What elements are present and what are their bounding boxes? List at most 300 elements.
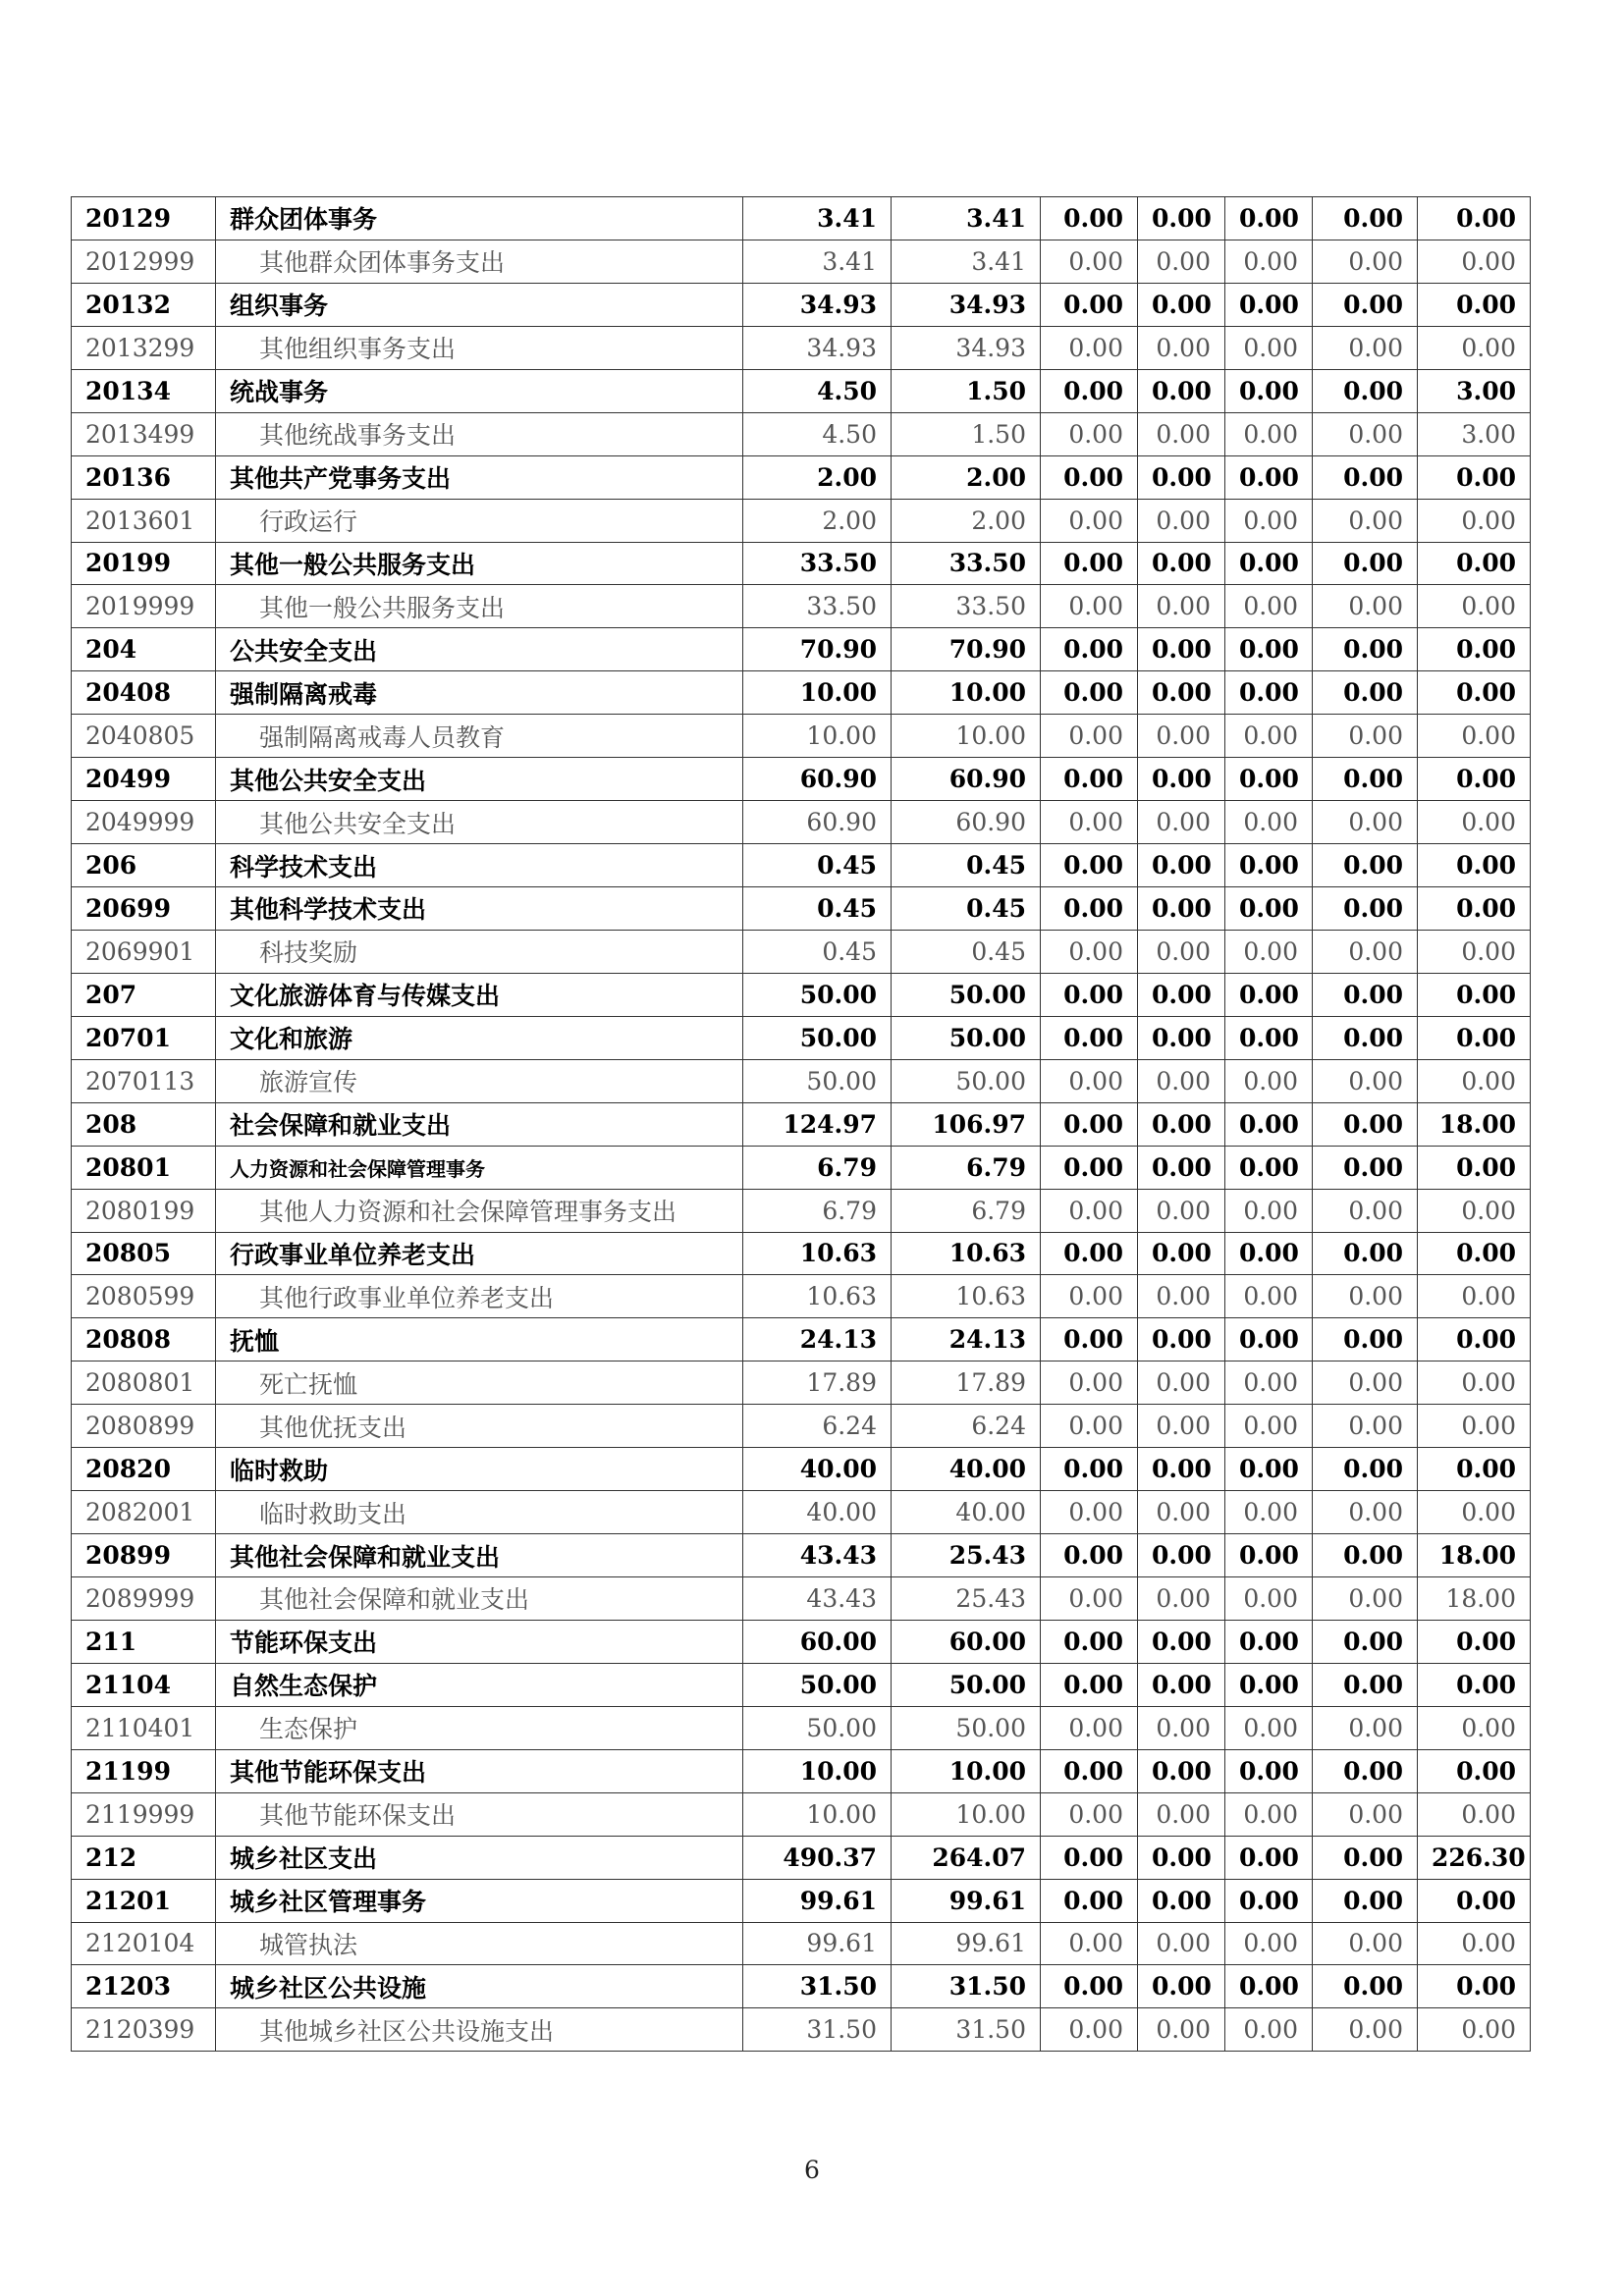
row-value-col-3: 0.00 [1041, 801, 1138, 844]
row-value-col-1: 33.50 [743, 585, 892, 628]
row-code: 21203 [72, 1965, 216, 2008]
row-value-col-4: 0.00 [1138, 1965, 1225, 2008]
row-value-col-6: 0.00 [1313, 1059, 1418, 1102]
row-value-col-7: 0.00 [1418, 1792, 1531, 1836]
row-value-col-4: 0.00 [1138, 499, 1225, 542]
row-value-col-4: 0.00 [1138, 240, 1225, 283]
row-value-col-1: 40.00 [743, 1448, 892, 1491]
row-value-col-6: 0.00 [1313, 671, 1418, 715]
row-value-col-5: 0.00 [1225, 1362, 1313, 1405]
row-value-col-2: 34.93 [892, 283, 1041, 326]
row-value-col-5: 0.00 [1225, 499, 1313, 542]
row-name: 其他城乡社区公共设施支出 [216, 2008, 743, 2052]
row-value-col-3: 0.00 [1041, 1620, 1138, 1663]
table-row [72, 1706, 1531, 1749]
row-value-col-3: 0.00 [1041, 1749, 1138, 1792]
row-value-col-1: 10.63 [743, 1275, 892, 1318]
row-value-col-3: 0.00 [1041, 412, 1138, 455]
row-code: 2080899 [72, 1405, 216, 1448]
row-value-col-5: 0.00 [1225, 1232, 1313, 1275]
row-value-col-6: 0.00 [1313, 1189, 1418, 1232]
row-value-col-4: 0.00 [1138, 1706, 1225, 1749]
row-code: 2119999 [72, 1792, 216, 1836]
row-value-col-7: 18.00 [1418, 1102, 1531, 1146]
row-value-col-6: 0.00 [1313, 1146, 1418, 1189]
row-value-col-2: 2.00 [892, 499, 1041, 542]
row-value-col-2: 3.41 [892, 240, 1041, 283]
table-row [72, 1362, 1531, 1405]
row-value-col-3: 0.00 [1041, 455, 1138, 499]
row-value-col-5: 0.00 [1225, 1577, 1313, 1621]
row-value-col-1: 43.43 [743, 1577, 892, 1621]
row-value-col-1: 34.93 [743, 326, 892, 369]
row-value-col-4: 0.00 [1138, 1016, 1225, 1059]
row-value-col-1: 2.00 [743, 455, 892, 499]
row-value-col-6: 0.00 [1313, 1362, 1418, 1405]
row-name: 文化和旅游 [216, 1016, 743, 1059]
row-name: 城乡社区管理事务 [216, 1879, 743, 1922]
row-value-col-3: 0.00 [1041, 930, 1138, 973]
table-row [72, 369, 1531, 412]
row-code: 211 [72, 1620, 216, 1663]
row-value-col-6: 0.00 [1313, 715, 1418, 758]
table-row [72, 1836, 1531, 1879]
row-code: 20129 [72, 197, 216, 240]
row-code: 20408 [72, 671, 216, 715]
row-value-col-6: 0.00 [1313, 1922, 1418, 1965]
row-code: 2013299 [72, 326, 216, 369]
row-value-col-4: 0.00 [1138, 887, 1225, 931]
table-row [72, 1491, 1531, 1534]
row-value-col-6: 0.00 [1313, 844, 1418, 887]
row-value-col-5: 0.00 [1225, 930, 1313, 973]
table-row [72, 585, 1531, 628]
row-value-col-2: 10.00 [892, 715, 1041, 758]
row-value-col-5: 0.00 [1225, 326, 1313, 369]
row-value-col-2: 99.61 [892, 1922, 1041, 1965]
row-value-col-1: 34.93 [743, 283, 892, 326]
row-value-col-6: 0.00 [1313, 1620, 1418, 1663]
row-value-col-4: 0.00 [1138, 1663, 1225, 1706]
row-value-col-5: 0.00 [1225, 1620, 1313, 1663]
row-value-col-7: 0.00 [1418, 240, 1531, 283]
row-name: 其他一般公共服务支出 [216, 542, 743, 585]
row-value-col-2: 40.00 [892, 1448, 1041, 1491]
table-row [72, 887, 1531, 931]
row-value-col-2: 70.90 [892, 628, 1041, 671]
row-value-col-1: 50.00 [743, 1663, 892, 1706]
row-name: 其他组织事务支出 [216, 326, 743, 369]
row-value-col-4: 0.00 [1138, 1189, 1225, 1232]
row-value-col-5: 0.00 [1225, 671, 1313, 715]
row-value-col-7: 0.00 [1418, 1663, 1531, 1706]
row-value-col-6: 0.00 [1313, 1577, 1418, 1621]
row-code: 21199 [72, 1749, 216, 1792]
row-value-col-2: 1.50 [892, 369, 1041, 412]
row-name: 其他统战事务支出 [216, 412, 743, 455]
row-value-col-4: 0.00 [1138, 628, 1225, 671]
row-name: 行政运行 [216, 499, 743, 542]
table-row [72, 758, 1531, 801]
row-value-col-3: 0.00 [1041, 758, 1138, 801]
row-value-col-6: 0.00 [1313, 801, 1418, 844]
row-code: 2069901 [72, 930, 216, 973]
row-value-col-1: 43.43 [743, 1534, 892, 1577]
table-row [72, 412, 1531, 455]
row-value-col-3: 0.00 [1041, 1102, 1138, 1146]
row-value-col-3: 0.00 [1041, 844, 1138, 887]
row-code: 204 [72, 628, 216, 671]
row-value-col-2: 99.61 [892, 1879, 1041, 1922]
row-value-col-6: 0.00 [1313, 1275, 1418, 1318]
row-value-col-7: 0.00 [1418, 801, 1531, 844]
row-code: 21201 [72, 1879, 216, 1922]
row-code: 20801 [72, 1146, 216, 1189]
row-value-col-4: 0.00 [1138, 326, 1225, 369]
row-value-col-6: 0.00 [1313, 1405, 1418, 1448]
row-value-col-7: 0.00 [1418, 1016, 1531, 1059]
table-row [72, 715, 1531, 758]
row-value-col-5: 0.00 [1225, 1965, 1313, 2008]
row-value-col-4: 0.00 [1138, 2008, 1225, 2052]
row-value-col-5: 0.00 [1225, 1749, 1313, 1792]
row-value-col-2: 264.07 [892, 1836, 1041, 1879]
row-name: 其他节能环保支出 [216, 1792, 743, 1836]
row-value-col-1: 60.00 [743, 1620, 892, 1663]
row-value-col-6: 0.00 [1313, 628, 1418, 671]
row-code: 2049999 [72, 801, 216, 844]
row-value-col-7: 0.00 [1418, 585, 1531, 628]
row-code: 2080199 [72, 1189, 216, 1232]
row-value-col-7: 0.00 [1418, 1059, 1531, 1102]
row-value-col-4: 0.00 [1138, 197, 1225, 240]
row-value-col-5: 0.00 [1225, 1922, 1313, 1965]
row-value-col-7: 0.00 [1418, 973, 1531, 1016]
row-value-col-6: 0.00 [1313, 240, 1418, 283]
row-value-col-7: 0.00 [1418, 197, 1531, 240]
table-row [72, 801, 1531, 844]
row-value-col-4: 0.00 [1138, 1318, 1225, 1362]
row-value-col-3: 0.00 [1041, 1318, 1138, 1362]
row-value-col-2: 50.00 [892, 1016, 1041, 1059]
table-row [72, 197, 1531, 240]
row-value-col-2: 2.00 [892, 455, 1041, 499]
row-name: 统战事务 [216, 369, 743, 412]
row-code: 20808 [72, 1318, 216, 1362]
row-value-col-1: 60.90 [743, 801, 892, 844]
row-code: 20699 [72, 887, 216, 931]
row-name: 其他社会保障和就业支出 [216, 1577, 743, 1621]
row-name: 城乡社区公共设施 [216, 1965, 743, 2008]
table-row [72, 1879, 1531, 1922]
row-value-col-6: 0.00 [1313, 499, 1418, 542]
row-value-col-2: 3.41 [892, 197, 1041, 240]
row-value-col-3: 0.00 [1041, 1965, 1138, 2008]
row-value-col-4: 0.00 [1138, 455, 1225, 499]
row-value-col-2: 6.24 [892, 1405, 1041, 1448]
row-code: 2013601 [72, 499, 216, 542]
row-value-col-7: 0.00 [1418, 499, 1531, 542]
row-value-col-6: 0.00 [1313, 1232, 1418, 1275]
row-value-col-2: 24.13 [892, 1318, 1041, 1362]
row-value-col-5: 0.00 [1225, 715, 1313, 758]
row-value-col-1: 31.50 [743, 1965, 892, 2008]
table-row [72, 2008, 1531, 2052]
row-value-col-2: 50.00 [892, 1663, 1041, 1706]
row-value-col-2: 34.93 [892, 326, 1041, 369]
row-name: 其他优抚支出 [216, 1405, 743, 1448]
row-value-col-3: 0.00 [1041, 1663, 1138, 1706]
table-row [72, 1620, 1531, 1663]
table-row [72, 1792, 1531, 1836]
row-value-col-5: 0.00 [1225, 758, 1313, 801]
row-code: 2080599 [72, 1275, 216, 1318]
row-value-col-2: 25.43 [892, 1534, 1041, 1577]
row-code: 2080801 [72, 1362, 216, 1405]
row-name: 行政事业单位养老支出 [216, 1232, 743, 1275]
row-code: 207 [72, 973, 216, 1016]
row-code: 2040805 [72, 715, 216, 758]
row-value-col-6: 0.00 [1313, 1534, 1418, 1577]
row-value-col-2: 6.79 [892, 1189, 1041, 1232]
row-value-col-1: 3.41 [743, 240, 892, 283]
row-name: 社会保障和就业支出 [216, 1102, 743, 1146]
row-value-col-3: 0.00 [1041, 1879, 1138, 1922]
row-value-col-1: 10.63 [743, 1232, 892, 1275]
row-value-col-5: 0.00 [1225, 1146, 1313, 1189]
row-name: 强制隔离戒毒人员教育 [216, 715, 743, 758]
row-value-col-4: 0.00 [1138, 1405, 1225, 1448]
row-value-col-6: 0.00 [1313, 369, 1418, 412]
row-value-col-5: 0.00 [1225, 542, 1313, 585]
row-value-col-1: 2.00 [743, 499, 892, 542]
row-name: 临时救助支出 [216, 1491, 743, 1534]
table-row [72, 973, 1531, 1016]
row-value-col-3: 0.00 [1041, 1534, 1138, 1577]
row-code: 2120399 [72, 2008, 216, 2052]
row-value-col-4: 0.00 [1138, 1922, 1225, 1965]
row-value-col-4: 0.00 [1138, 930, 1225, 973]
table-row [72, 499, 1531, 542]
table-row [72, 1275, 1531, 1318]
row-value-col-3: 0.00 [1041, 1146, 1138, 1189]
row-value-col-6: 0.00 [1313, 412, 1418, 455]
row-value-col-5: 0.00 [1225, 1275, 1313, 1318]
row-name: 临时救助 [216, 1448, 743, 1491]
row-name: 节能环保支出 [216, 1620, 743, 1663]
row-value-col-2: 33.50 [892, 585, 1041, 628]
table-row [72, 1965, 1531, 2008]
row-name: 其他科学技术支出 [216, 887, 743, 931]
row-value-col-5: 0.00 [1225, 1706, 1313, 1749]
row-value-col-6: 0.00 [1313, 326, 1418, 369]
row-code: 212 [72, 1836, 216, 1879]
table-row [72, 1189, 1531, 1232]
row-value-col-1: 10.00 [743, 715, 892, 758]
row-value-col-1: 33.50 [743, 542, 892, 585]
table-row [72, 671, 1531, 715]
row-value-col-4: 0.00 [1138, 1102, 1225, 1146]
row-value-col-2: 40.00 [892, 1491, 1041, 1534]
row-name: 其他节能环保支出 [216, 1749, 743, 1792]
row-value-col-7: 0.00 [1418, 715, 1531, 758]
row-value-col-2: 0.45 [892, 930, 1041, 973]
row-value-col-7: 0.00 [1418, 1965, 1531, 2008]
row-value-col-3: 0.00 [1041, 326, 1138, 369]
row-value-col-3: 0.00 [1041, 628, 1138, 671]
row-value-col-7: 0.00 [1418, 1275, 1531, 1318]
row-value-col-5: 0.00 [1225, 283, 1313, 326]
row-value-col-1: 17.89 [743, 1362, 892, 1405]
row-value-col-2: 106.97 [892, 1102, 1041, 1146]
row-value-col-4: 0.00 [1138, 369, 1225, 412]
row-value-col-4: 0.00 [1138, 1879, 1225, 1922]
row-value-col-1: 0.45 [743, 930, 892, 973]
row-value-col-6: 0.00 [1313, 1491, 1418, 1534]
row-value-col-1: 6.24 [743, 1405, 892, 1448]
row-value-col-6: 0.00 [1313, 542, 1418, 585]
row-value-col-7: 0.00 [1418, 1189, 1531, 1232]
row-value-col-1: 50.00 [743, 973, 892, 1016]
row-value-col-7: 0.00 [1418, 1362, 1531, 1405]
row-value-col-3: 0.00 [1041, 1016, 1138, 1059]
row-value-col-7: 0.00 [1418, 1749, 1531, 1792]
row-value-col-5: 0.00 [1225, 412, 1313, 455]
row-value-col-6: 0.00 [1313, 1318, 1418, 1362]
table-row [72, 1146, 1531, 1189]
row-value-col-3: 0.00 [1041, 1059, 1138, 1102]
row-value-col-5: 0.00 [1225, 1879, 1313, 1922]
row-value-col-7: 0.00 [1418, 2008, 1531, 2052]
row-name: 城乡社区支出 [216, 1836, 743, 1879]
row-value-col-4: 0.00 [1138, 715, 1225, 758]
row-value-col-5: 0.00 [1225, 1491, 1313, 1534]
row-name: 其他公共安全支出 [216, 758, 743, 801]
row-code: 2110401 [72, 1706, 216, 1749]
row-value-col-2: 31.50 [892, 2008, 1041, 2052]
row-value-col-2: 31.50 [892, 1965, 1041, 2008]
row-name: 其他群众团体事务支出 [216, 240, 743, 283]
row-code: 20899 [72, 1534, 216, 1577]
row-value-col-4: 0.00 [1138, 542, 1225, 585]
row-value-col-5: 0.00 [1225, 197, 1313, 240]
row-value-col-5: 0.00 [1225, 1016, 1313, 1059]
row-name: 其他共产党事务支出 [216, 455, 743, 499]
row-value-col-4: 0.00 [1138, 973, 1225, 1016]
row-value-col-6: 0.00 [1313, 1102, 1418, 1146]
row-value-col-5: 0.00 [1225, 844, 1313, 887]
row-value-col-1: 10.00 [743, 1792, 892, 1836]
row-value-col-4: 0.00 [1138, 1232, 1225, 1275]
table-row [72, 930, 1531, 973]
row-value-col-2: 0.45 [892, 844, 1041, 887]
row-value-col-7: 3.00 [1418, 412, 1531, 455]
row-value-col-3: 0.00 [1041, 542, 1138, 585]
row-value-col-4: 0.00 [1138, 801, 1225, 844]
row-value-col-1: 10.00 [743, 1749, 892, 1792]
table-row [72, 1059, 1531, 1102]
row-value-col-2: 17.89 [892, 1362, 1041, 1405]
row-name: 群众团体事务 [216, 197, 743, 240]
row-value-col-3: 0.00 [1041, 671, 1138, 715]
row-value-col-2: 10.00 [892, 1749, 1041, 1792]
row-value-col-2: 10.00 [892, 1792, 1041, 1836]
row-value-col-6: 0.00 [1313, 973, 1418, 1016]
table-row [72, 844, 1531, 887]
table-row [72, 1405, 1531, 1448]
row-value-col-6: 0.00 [1313, 585, 1418, 628]
row-name: 死亡抚恤 [216, 1362, 743, 1405]
row-code: 206 [72, 844, 216, 887]
row-name: 科学技术支出 [216, 844, 743, 887]
table-body [72, 197, 1531, 2052]
row-value-col-2: 33.50 [892, 542, 1041, 585]
row-value-col-3: 0.00 [1041, 1362, 1138, 1405]
row-value-col-4: 0.00 [1138, 1620, 1225, 1663]
row-value-col-7: 3.00 [1418, 369, 1531, 412]
row-value-col-7: 0.00 [1418, 326, 1531, 369]
row-value-col-7: 0.00 [1418, 930, 1531, 973]
row-value-col-3: 0.00 [1041, 1189, 1138, 1232]
row-value-col-1: 6.79 [743, 1146, 892, 1189]
row-value-col-4: 0.00 [1138, 1749, 1225, 1792]
row-name: 自然生态保护 [216, 1663, 743, 1706]
row-code: 2120104 [72, 1922, 216, 1965]
row-value-col-7: 0.00 [1418, 844, 1531, 887]
row-value-col-5: 0.00 [1225, 1102, 1313, 1146]
row-value-col-7: 0.00 [1418, 887, 1531, 931]
table-row [72, 326, 1531, 369]
row-value-col-4: 0.00 [1138, 1275, 1225, 1318]
row-value-col-2: 60.90 [892, 758, 1041, 801]
row-value-col-3: 0.00 [1041, 715, 1138, 758]
row-value-col-7: 0.00 [1418, 1879, 1531, 1922]
row-value-col-5: 0.00 [1225, 1534, 1313, 1577]
row-value-col-1: 124.97 [743, 1102, 892, 1146]
table-row [72, 1577, 1531, 1621]
row-value-col-7: 0.00 [1418, 1232, 1531, 1275]
row-value-col-7: 0.00 [1418, 1146, 1531, 1189]
row-value-col-6: 0.00 [1313, 1792, 1418, 1836]
budget-table [71, 196, 1531, 2052]
row-value-col-6: 0.00 [1313, 1749, 1418, 1792]
row-code: 21104 [72, 1663, 216, 1706]
row-value-col-1: 50.00 [743, 1059, 892, 1102]
row-value-col-3: 0.00 [1041, 1448, 1138, 1491]
row-code: 20132 [72, 283, 216, 326]
row-value-col-5: 0.00 [1225, 1059, 1313, 1102]
row-value-col-1: 50.00 [743, 1016, 892, 1059]
row-name: 组织事务 [216, 283, 743, 326]
row-value-col-6: 0.00 [1313, 283, 1418, 326]
row-value-col-6: 0.00 [1313, 1016, 1418, 1059]
table-row [72, 1318, 1531, 1362]
row-value-col-2: 10.00 [892, 671, 1041, 715]
row-value-col-3: 0.00 [1041, 887, 1138, 931]
row-code: 208 [72, 1102, 216, 1146]
row-value-col-5: 0.00 [1225, 1792, 1313, 1836]
row-value-col-5: 0.00 [1225, 1448, 1313, 1491]
row-value-col-3: 0.00 [1041, 973, 1138, 1016]
row-value-col-4: 0.00 [1138, 1491, 1225, 1534]
row-value-col-7: 18.00 [1418, 1577, 1531, 1621]
row-value-col-7: 0.00 [1418, 1318, 1531, 1362]
row-value-col-6: 0.00 [1313, 1663, 1418, 1706]
row-value-col-6: 0.00 [1313, 1965, 1418, 2008]
row-value-col-4: 0.00 [1138, 1448, 1225, 1491]
row-value-col-1: 0.45 [743, 844, 892, 887]
row-value-col-1: 50.00 [743, 1706, 892, 1749]
